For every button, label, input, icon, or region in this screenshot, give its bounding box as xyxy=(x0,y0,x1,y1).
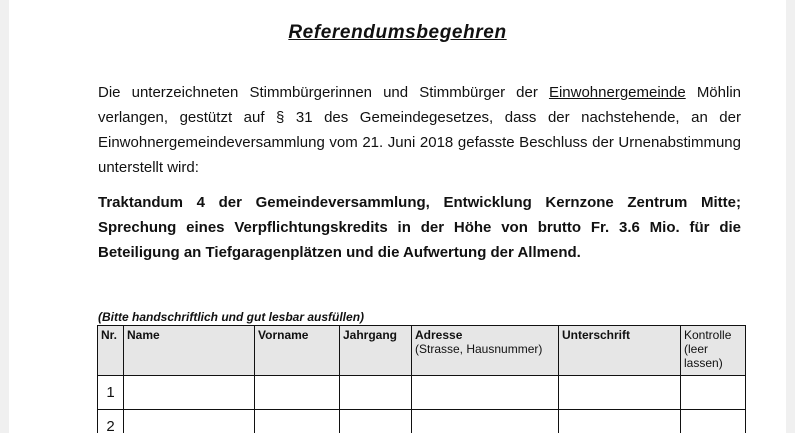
intro-underlined-term: Einwohnergemeinde xyxy=(548,84,686,101)
intro-text-start: Die unterzeichneten Stimmbürgerinnen und Stimmbürger der xyxy=(98,84,549,101)
kontrolle-cell xyxy=(681,410,746,433)
table-header-row xyxy=(98,326,746,376)
signature-table xyxy=(97,325,746,433)
header-nr: Nr. xyxy=(98,326,124,376)
adresse-cell[interactable] xyxy=(412,410,559,433)
name-cell[interactable] xyxy=(124,410,255,433)
header-kontrolle-sub: (leer lassen) xyxy=(684,342,723,370)
document-page xyxy=(9,0,786,433)
header-unterschrift: Unterschrift xyxy=(559,326,681,376)
resolution-text: Traktandum 4 der Gemeindeversammlung, Entwicklung Kernzone Zentrum Mitte; Sprechung eines Verpflichtungskredits in der Höhe von brutto Fr. 3.6 Mio. für die Beteiligung an Tiefgaragenplätzen und die Aufwertung der Allmend. xyxy=(98,194,741,261)
adresse-cell[interactable] xyxy=(412,376,559,410)
fill-in-note: (Bitte handschriftlich und gut lesbar ausfüllen) xyxy=(98,310,365,324)
kontrolle-cell xyxy=(681,376,746,410)
header-name: Name xyxy=(124,326,255,376)
row-number: 2 xyxy=(98,410,124,433)
table-row xyxy=(98,376,746,410)
name-cell[interactable] xyxy=(124,376,255,410)
intro-text-end: Möhlin verlangen, gestützt auf § 31 des Gemeindegesetzes, dass der nachstehende, an der Einwohnergemeindeversammlung vom 21. Juni 2018 gefasste Beschluss der Urnenabstimmung unterstellt wird: xyxy=(98,84,742,176)
vorname-cell[interactable] xyxy=(255,410,340,433)
header-adresse-label: Adresse xyxy=(415,328,463,342)
header-kontrolle xyxy=(681,326,746,376)
jahrgang-cell[interactable] xyxy=(340,410,412,433)
header-adresse-sub: (Strasse, Hausnummer) xyxy=(415,342,543,356)
header-jahrgang: Jahrgang xyxy=(340,326,412,376)
unterschrift-cell[interactable] xyxy=(559,376,681,410)
jahrgang-cell[interactable] xyxy=(340,376,412,410)
document-title: Referendumsbegehren xyxy=(288,22,507,43)
table-row xyxy=(98,410,746,433)
vorname-cell[interactable] xyxy=(255,376,340,410)
row-number: 1 xyxy=(98,376,124,410)
unterschrift-cell[interactable] xyxy=(559,410,681,433)
header-kontrolle-label: Kontrolle xyxy=(684,328,732,342)
intro-paragraph xyxy=(98,80,741,180)
header-vorname: Vorname xyxy=(255,326,340,376)
header-adresse xyxy=(412,326,559,376)
